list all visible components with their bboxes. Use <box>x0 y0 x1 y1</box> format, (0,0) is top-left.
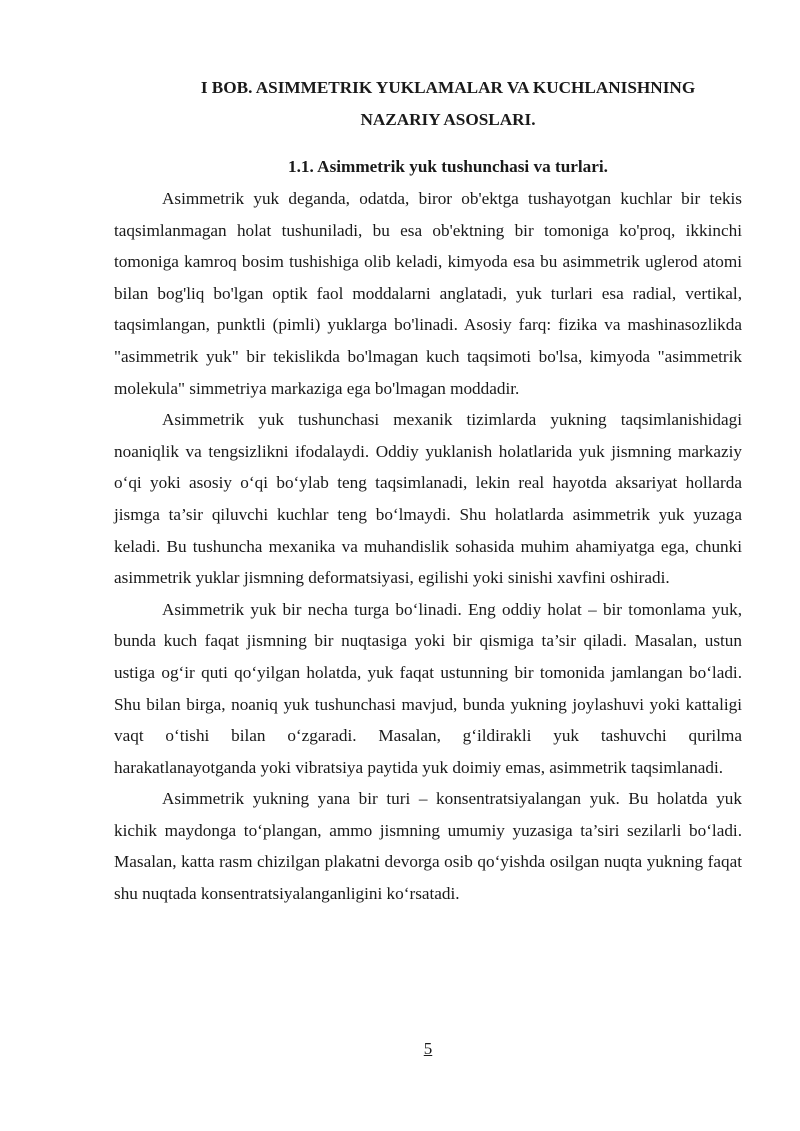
document-page <box>114 72 742 910</box>
paragraph-4: Asimmetrik yukning yana bir turi – konsentratsiyalangan yuk. Bu holatda yuk kichik maydonga to‘plangan, ammo jismning umumiy yuzasiga ta’siri sezilarli bo‘ladi. Masalan, katta rasm chizilgan plakatni devorga osib qo‘yishda osilgan nuqta yukning faqat shu nuqtada konsentratsiyalanganligini ko‘rsatadi. <box>114 789 742 904</box>
paragraph-1: Asimmetrik yuk deganda, odatda, biror ob'ektga tushayotgan kuchlar bir tekis taqsimlanmagan holat tushuniladi, bu esa ob'ektning bir tomoniga ko'proq, ikkinchi tomoniga kamroq bosim tushishiga olib keladi, kimyoda esa bu asimmetrik uglerod atomi bilan bog'liq bo'lgan optik faol moddalarni anglatadi, yuk turlari esa radial, vertikal, taqsimlangan, punktli (pimli) yuklarga bo'linadi. Asosiy farq: fizika va mashinasozlikda "asimmetrik yuk" bir tekislikda bo'lmagan kuch taqsimoti bo'lsa, kimyoda "asimmetrik molekula" simmetriya markaziga ega bo'lmagan moddadir. <box>114 189 742 398</box>
section-title: 1.1. Asimmetrik yuk tushunchasi va turlari. <box>288 157 608 176</box>
page-number: 5 <box>423 1039 433 1058</box>
paragraph-3: Asimmetrik yuk bir necha turga bo‘linadi. Eng oddiy holat – bir tomonlama yuk, bunda kuch faqat jismning bir nuqtasiga yoki bir qismiga ta’sir qiladi. Masalan, ustun ustiga og‘ir quti qo‘yilgan holatda, yuk faqat ustunning bir tomonida jamlangan bo‘ladi. Shu bilan birga, noaniq yuk tushunchasi mavjud, bunda yukning joylashuvi yoki kattaligi vaqt o‘tishi bilan o‘zgaradi. Masalan, g‘ildirakli yuk tashuvchi qurilma harakatlanayotganda yoki vibratsiya paytida yuk doimiy emas, asimmetrik taqsimlanadi. <box>114 599 742 777</box>
paragraph-2: Asimmetrik yuk tushunchasi mexanik tizimlarda yukning taqsimlanishidagi noaniqlik va tengsizlikni ifodalaydi. Oddiy yuklanish holatlarida yuk jismning markaziy o‘qi yoki asosiy o‘qi bo‘ylab teng taqsimlanadi, lekin real hayotda aksariyat hollarda jismga ta’sir qiluvchi kuchlar teng bo‘lmaydi. Shu holatlarda asimmetrik yuk yuzaga keladi. Bu tushuncha mexanika va muhandislik sohasida muhim ahamiyatga ega, chunki asimmetrik yuklar jismning deformatsiyasi, egilishi yoki sinishi xavfini oshiradi. <box>114 410 742 588</box>
chapter-title-line-2: NAZARIY ASOSLARI. <box>360 110 536 129</box>
chapter-title-line-1: I BOB. ASIMMETRIK YUKLAMALAR VA KUCHLANISHNING <box>200 78 696 97</box>
chapter-title <box>114 72 742 136</box>
